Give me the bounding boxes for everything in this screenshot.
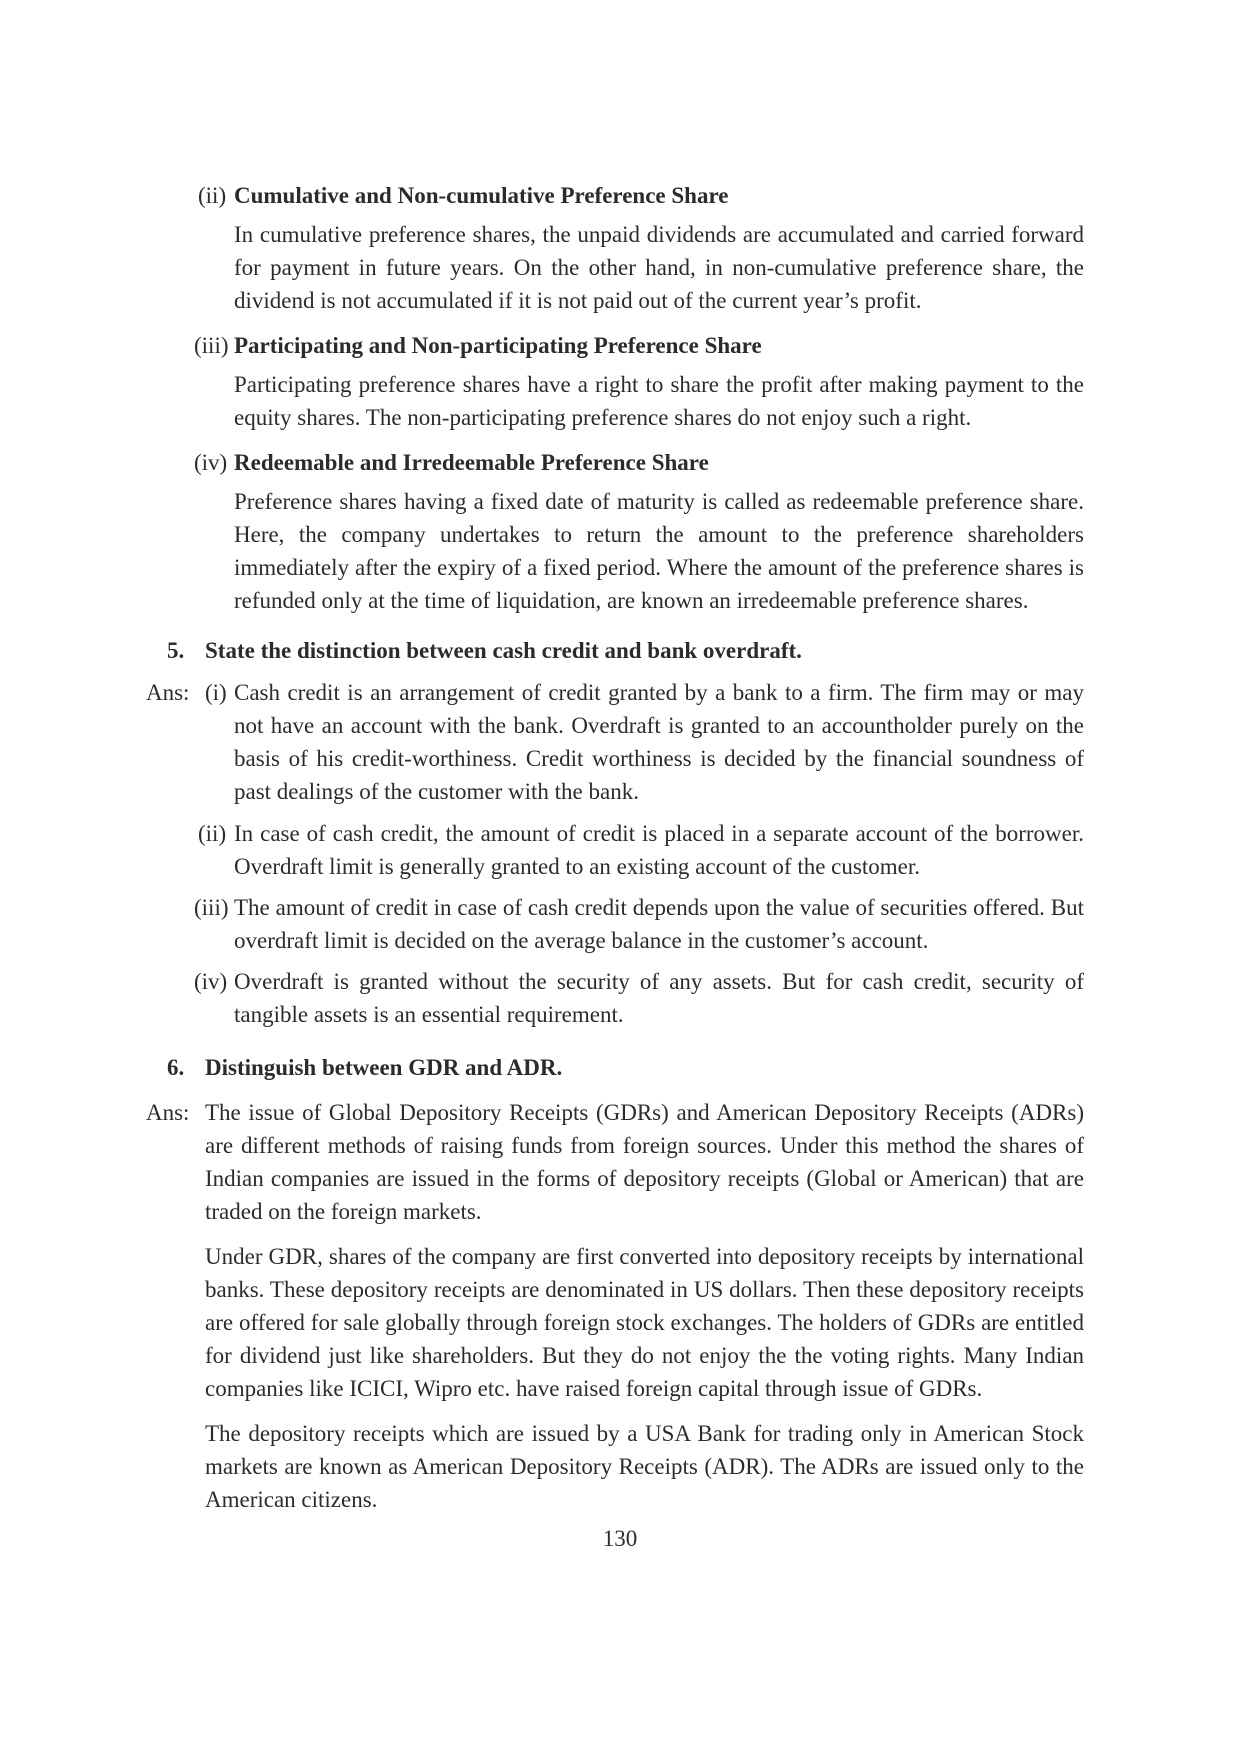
page-number: 130 [602,1526,638,1551]
item-body: In cumulative preference shares, the unpaid dividends are accumulated and carried forward for payment in future years. On the other hand, in non-cumulative preference share, the dividend is not accumulated if it is not paid out of the current year’s profit. [234,222,1084,313]
answer-point: Cash credit is an arrangement of credit granted by a bank to a firm. The firm may or may not have an account with the bank. Overdraft is granted to an accountholder purely on the basis of his credit-worthiness. Credit worthiness is decided by the financial soundness of past dealings of the customer with the bank. [234,680,1084,804]
answer-paragraph: Under GDR, shares of the company are first converted into depository receipts by international banks. These depository receipts are denominated in US dollars. Then these depository receipts are offered for sale globally through foreign stock exchanges. The holders of GDRs are entitled for dividend just like shareholders. But they do not enjoy the the voting rights. Many Indian companies like ICICI, Wipro etc. have raised foreign capital through issue of GDRs. [205,1244,1084,1401]
answer-label: Ans: [146,1100,190,1125]
item-heading: Redeemable and Irredeemable Preference Share [234,450,709,475]
item-label: (iii) [194,333,229,358]
question-number: 6. [167,1055,185,1080]
item-heading: Cumulative and Non-cumulative Preference Share [234,183,729,208]
answer-paragraph: The issue of Global Depository Receipts (GDRs) and American Depository Receipts (ADRs) are different methods of raising funds from foreign sources. Under this method the shares of Indian companies are issued in the forms of depository receipts (Global or American) that are traded on the foreign markets. [205,1100,1084,1224]
item-label: (ii) [198,183,227,208]
item-heading: Participating and Non-participating Preference Share [234,333,762,358]
point-label: (ii) [198,821,227,846]
answer-label: Ans: [146,680,190,705]
question-text: State the distinction between cash credit and bank overdraft. [205,638,802,663]
answer-point: In case of cash credit, the amount of credit is placed in a separate account of the borrower. Overdraft limit is generally granted to an existing account of the customer. [234,821,1084,879]
point-label: (iv) [194,969,228,994]
answer-point: Overdraft is granted without the security of any assets. But for cash credit, security of tangible assets is an essential requirement. [234,969,1084,1027]
point-label: (i) [205,680,227,705]
point-label: (iii) [194,895,229,920]
question-text: Distinguish between GDR and ADR. [205,1055,563,1080]
item-label: (iv) [194,450,228,475]
item-body: Preference shares having a fixed date of maturity is called as redeemable preference share. Here, the company undertakes to return the amount to the preference shareholders immediately after the expiry of a fixed period. Where the amount of the preference shares is refunded only at the time of liquidation, are known an irredeemable preference shares. [234,489,1084,613]
question-number: 5. [167,638,185,663]
answer-paragraph: The depository receipts which are issued by a USA Bank for trading only in American Stock markets are known as American Depository Receipts (ADR). The ADRs are issued only to the American citizens. [205,1421,1084,1512]
item-body: Participating preference shares have a right to share the profit after making payment to the equity shares. The non-participating preference shares do not enjoy such a right. [234,372,1084,430]
answer-point: The amount of credit in case of cash credit depends upon the value of securities offered. But overdraft limit is decided on the average balance in the customer’s account. [234,895,1084,953]
